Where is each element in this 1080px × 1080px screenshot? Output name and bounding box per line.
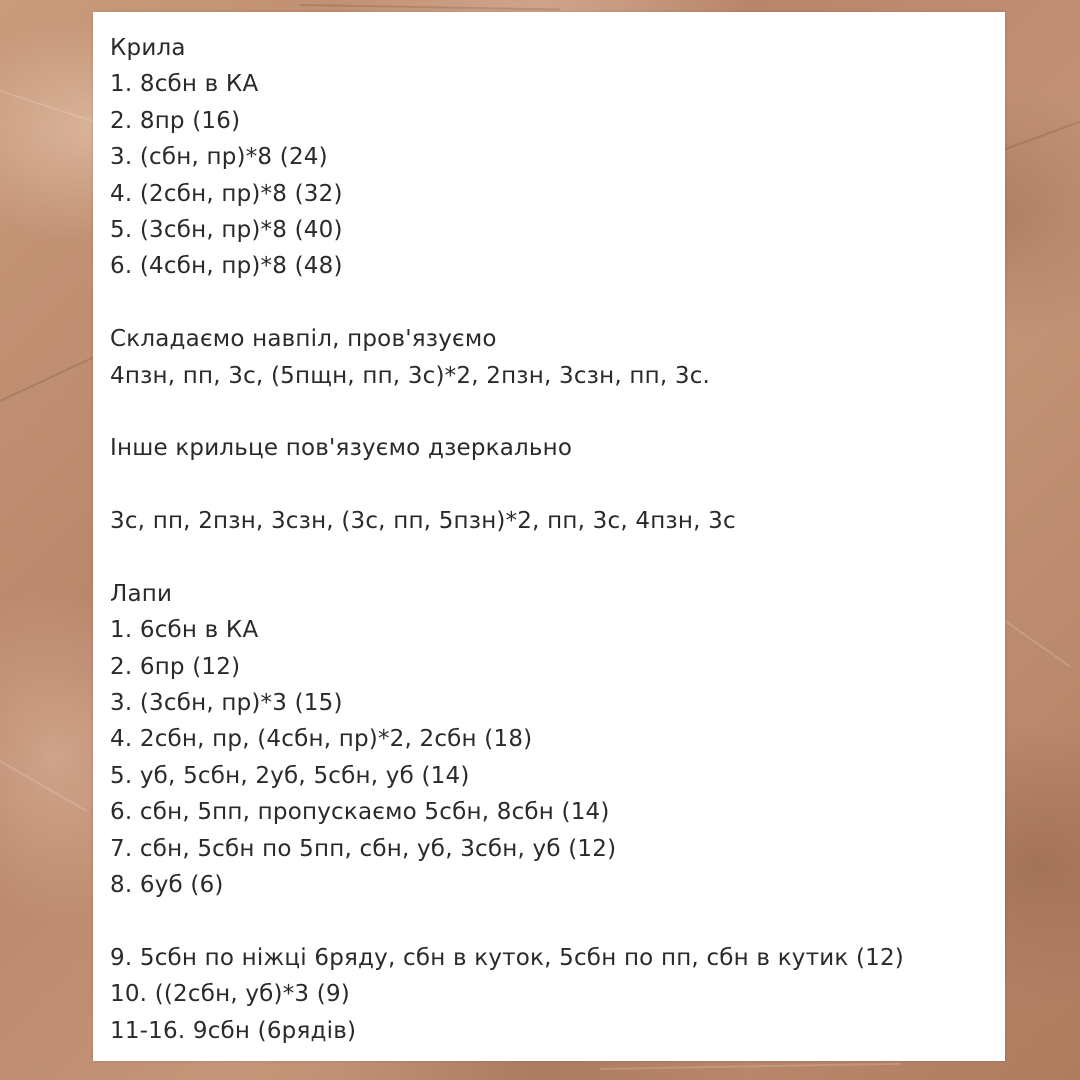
pattern-row: 1. 6сбн в КА (110, 617, 259, 644)
fold-rows: 4пзн, пп, 3с, (5пщн, пп, 3с)*2, 2пзн, 3сзн, пп, 3с. (110, 362, 711, 389)
pattern-row: 10. ((2сбн, уб)*3 (9) (110, 981, 350, 1008)
paper-crease (300, 4, 560, 11)
mirror-rows: 3с, пп, 2пзн, 3сзн, (3с, пп, 5пзн)*2, пп, 3с, 4пзн, 3с (110, 508, 736, 535)
pattern-row: 8. 6уб (6) (110, 871, 224, 898)
section-title-wings: Крила (110, 35, 186, 61)
mirror-note: Інше крильце пов'язуємо дзеркально (110, 435, 573, 462)
pattern-row: 3. (сбн, пр)*8 (24) (110, 144, 328, 171)
pattern-row: 4. (2сбн, пр)*8 (32) (110, 180, 343, 207)
pattern-row: 11-16. 9сбн (6рядів) (110, 1017, 357, 1044)
pattern-row: 6. (4сбн, пр)*8 (48) (110, 253, 343, 280)
pattern-row: 2. 8пр (16) (110, 107, 241, 134)
fold-note: Складаємо навпіл, пров'язуємо (110, 326, 497, 353)
pattern-row: 2. 6пр (12) (110, 653, 241, 680)
paper-crease (600, 1063, 900, 1070)
paper-crease (0, 354, 100, 402)
pattern-row: 6. сбн, 5пп, пропускаємо 5сбн, 8сбн (14) (110, 799, 610, 826)
pattern-row: 1. 8сбн в КА (110, 71, 259, 98)
spacer (110, 903, 990, 939)
paper-crease (1000, 119, 1080, 152)
section-title-paws: Лапи (110, 580, 173, 607)
pattern-text (110, 30, 990, 1049)
spacer (110, 285, 990, 321)
paper-crease (0, 760, 87, 812)
pattern-row: 4. 2сбн, пр, (4сбн, пр)*2, 2сбн (18) (110, 726, 533, 753)
pattern-row: 3. (3сбн, пр)*3 (15) (110, 690, 343, 717)
spacer (110, 394, 990, 430)
pattern-row: 7. сбн, 5сбн по 5пп, сбн, уб, 3сбн, уб (12) (110, 835, 617, 862)
pattern-row: 5. (3сбн, пр)*8 (40) (110, 216, 343, 243)
pattern-row: 9. 5сбн по ніжці 6ряду, сбн в куток, 5сбн по пп, сбн в кутик (12) (110, 944, 904, 971)
paper-crease (1004, 620, 1071, 668)
pattern-sheet (93, 12, 1005, 1061)
spacer (110, 467, 990, 503)
spacer (110, 539, 990, 575)
pattern-row: 5. уб, 5сбн, 2уб, 5сбн, уб (14) (110, 762, 470, 789)
